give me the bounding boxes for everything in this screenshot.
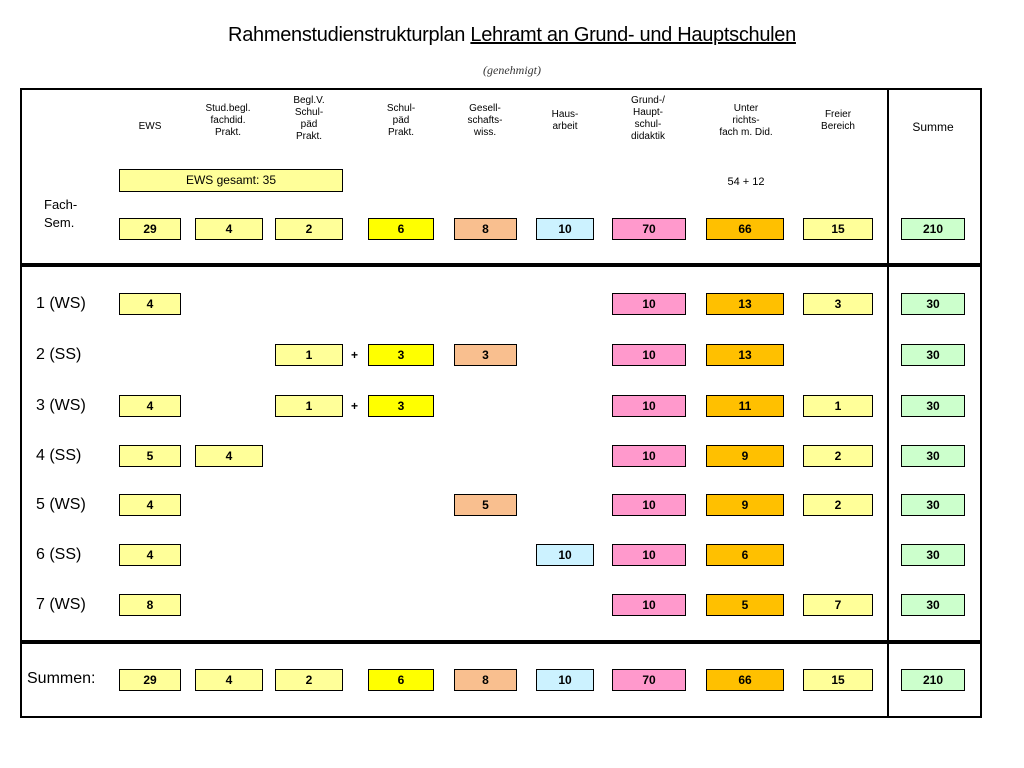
cell-unter: 11	[706, 395, 784, 417]
cell-grund: 10	[612, 293, 686, 315]
row-label: 4 (SS)	[36, 447, 82, 464]
cell-ews: 4	[119, 395, 181, 417]
cell-haus: 10	[536, 669, 594, 691]
summe-column-divider	[887, 88, 889, 718]
row-label: 5 (WS)	[36, 496, 86, 513]
header-unterrichtsfach: Unter richts- fach m. Did.	[719, 103, 773, 138]
header-gesellschaftswiss: Gesell- schafts- wiss.	[467, 103, 503, 138]
cell-freier: 2	[803, 445, 873, 467]
cell-schul: 3	[368, 395, 434, 417]
cell-schul: 3	[368, 344, 434, 366]
row-label: 7 (WS)	[36, 596, 86, 613]
ews-gesamt-bar: EWS gesamt: 35	[119, 169, 343, 192]
cell-unter: 66	[706, 218, 784, 240]
cell-ews: 4	[119, 293, 181, 315]
cell-grund: 10	[612, 395, 686, 417]
cell-gesell: 8	[454, 669, 517, 691]
cell-grund: 10	[612, 594, 686, 616]
cell-unter: 9	[706, 494, 784, 516]
header-hausarbeit: Haus- arbeit	[551, 109, 579, 132]
cell-summe: 30	[901, 494, 965, 516]
summen-divider	[20, 640, 982, 644]
header-begl-schulpaed: Begl.V. Schul- päd Prakt.	[293, 95, 325, 142]
row-label: 2 (SS)	[36, 346, 82, 363]
cell-unter: 13	[706, 293, 784, 315]
cell-unter: 6	[706, 544, 784, 566]
unterrichtsfach-note: 54 + 12	[727, 176, 765, 188]
page-title	[0, 24, 1024, 47]
cell-grund: 10	[612, 445, 686, 467]
cell-freier: 15	[803, 218, 873, 240]
cell-ews: 29	[119, 669, 181, 691]
cell-freier: 15	[803, 669, 873, 691]
cell-unter: 66	[706, 669, 784, 691]
row-label: 6 (SS)	[36, 546, 82, 563]
cell-unter: 9	[706, 445, 784, 467]
cell-grund: 70	[612, 669, 686, 691]
cell-gesell: 3	[454, 344, 517, 366]
header-divider	[20, 263, 982, 267]
header-summe: Summe	[912, 120, 954, 134]
cell-gesell: 8	[454, 218, 517, 240]
cell-stud: 4	[195, 669, 263, 691]
row-label: 3 (WS)	[36, 397, 86, 414]
cell-grund: 10	[612, 494, 686, 516]
cell-summe: 30	[901, 395, 965, 417]
cell-freier: 3	[803, 293, 873, 315]
cell-summe: 30	[901, 594, 965, 616]
cell-summe: 210	[901, 218, 965, 240]
header-schulpaed: Schul- päd Prakt.	[386, 103, 416, 138]
cell-schul: 6	[368, 669, 434, 691]
cell-ews: 8	[119, 594, 181, 616]
cell-begl: 1	[275, 344, 343, 366]
cell-begl: 1	[275, 395, 343, 417]
title-underlined: Lehramt an Grund- und Hauptschulen	[470, 24, 796, 46]
cell-haus: 10	[536, 544, 594, 566]
cell-begl: 2	[275, 218, 343, 240]
fach-sem-label: Fach- Sem.	[44, 197, 78, 230]
cell-grund: 10	[612, 344, 686, 366]
title-plain: Rahmenstudienstrukturplan	[228, 24, 471, 46]
plus-sign: +	[351, 348, 359, 362]
header-freier-bereich: Freier Bereich	[821, 109, 855, 132]
cell-ews: 4	[119, 494, 181, 516]
cell-freier: 1	[803, 395, 873, 417]
cell-summe: 210	[901, 669, 965, 691]
cell-grund: 70	[612, 218, 686, 240]
subtitle: (genehmigt)	[483, 63, 541, 77]
cell-summe: 30	[901, 544, 965, 566]
cell-begl: 2	[275, 669, 343, 691]
header-grund-haupt: Grund-/ Haupt- schul- didaktik	[631, 95, 665, 142]
cell-ews: 4	[119, 544, 181, 566]
cell-ews: 5	[119, 445, 181, 467]
cell-haus: 10	[536, 218, 594, 240]
cell-gesell: 5	[454, 494, 517, 516]
header-stud-begl: Stud.begl. fachdid. Prakt.	[205, 103, 251, 138]
row-label: 1 (WS)	[36, 295, 86, 312]
cell-unter: 5	[706, 594, 784, 616]
plus-sign: +	[351, 399, 359, 413]
cell-summe: 30	[901, 445, 965, 467]
cell-ews: 29	[119, 218, 181, 240]
cell-freier: 7	[803, 594, 873, 616]
cell-stud: 4	[195, 445, 263, 467]
cell-freier: 2	[803, 494, 873, 516]
cell-stud: 4	[195, 218, 263, 240]
cell-summe: 30	[901, 293, 965, 315]
cell-unter: 13	[706, 344, 784, 366]
cell-schul: 6	[368, 218, 434, 240]
header-ews: EWS	[138, 121, 162, 132]
cell-grund: 10	[612, 544, 686, 566]
cell-summe: 30	[901, 344, 965, 366]
summen-label: Summen:	[27, 670, 96, 687]
